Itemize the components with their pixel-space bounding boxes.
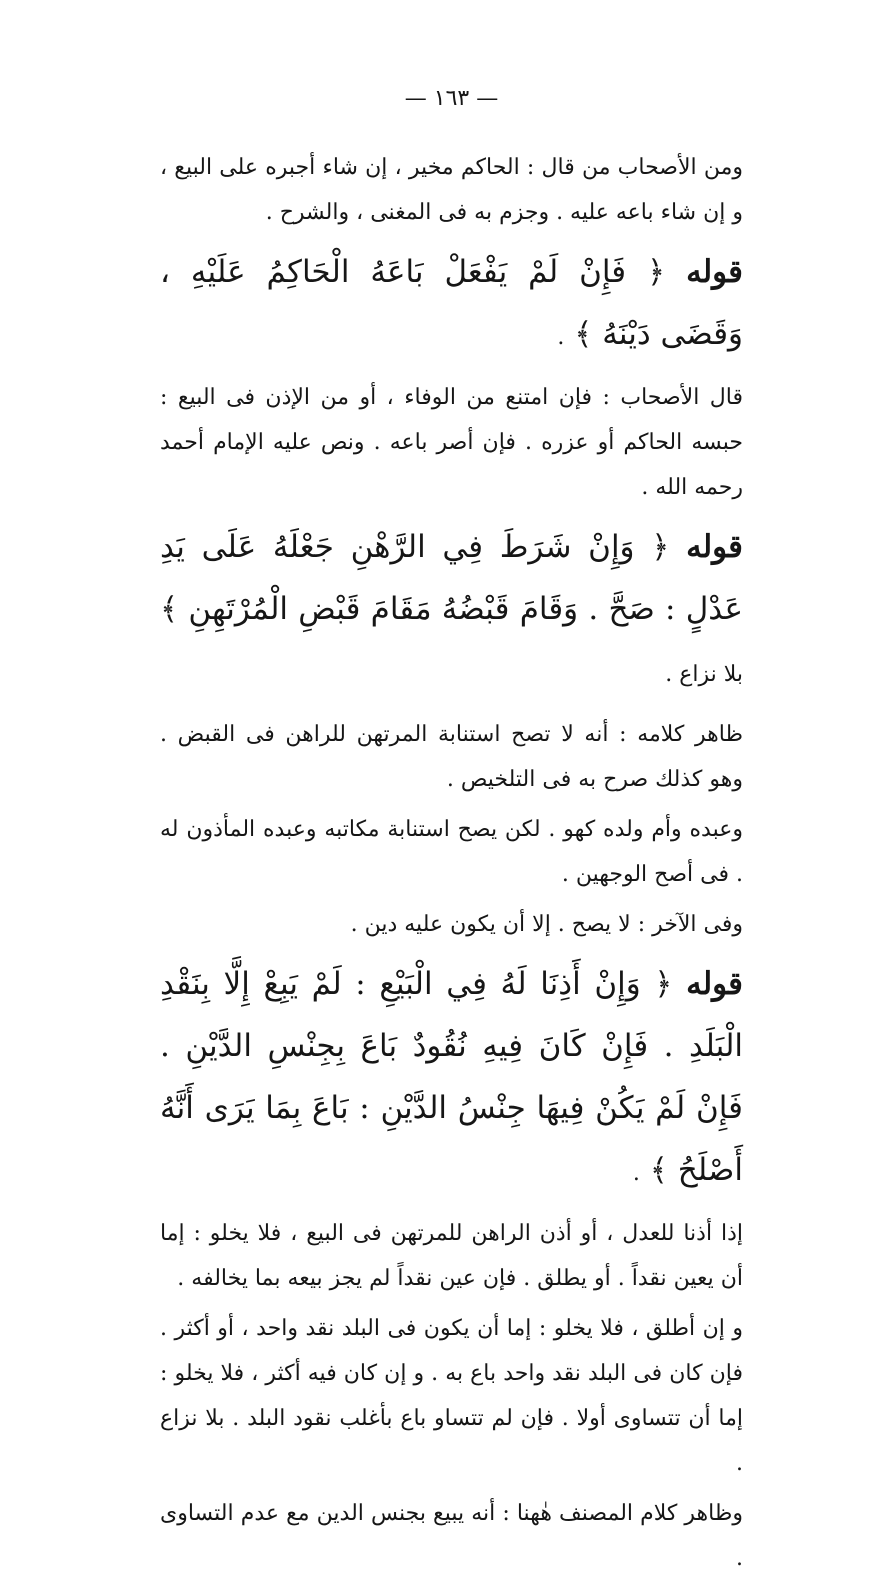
quote-text: ﴿ فَإِنْ لَمْ يَفْعَلْ بَاعَهُ الْحَاكِمُ عَلَيْهِ ، وَقَضَى دَيْنَهُ ﴾ [160,254,743,352]
quoted-text-3 [160,953,743,1205]
paragraph-1: ومن الأصحاب من قال : الحاكم مخير ، إن شاء أجبره على البيع ، و إن شاء باعه عليه . وجزم به فى المغنى ، والشرح . [160,155,743,225]
quote-keyword: قوله [686,966,743,1002]
quote-keyword: قوله [686,529,743,565]
quote-tail: بلا نزاع . [665,662,743,687]
paragraph-3: ظاهر كلامه : أنه لا تصح استنابة المرتهن للراهن فى القبض . وهو كذلك صرح به فى التلخيص . [160,722,743,792]
quote-text: ﴿ وَإِنْ أَذِنَا لَهُ فِي الْبَيْعِ : لَمْ يَبِعْ إِلَّا بِنَقْدِ الْبَلَدِ . فَإِنْ كَانَ فِيهِ نُقُودٌ بَاعَ بِجِنْسِ الدَّيْنِ . فَإِنْ لَمْ يَكُنْ فِيهَا جِنْسُ الدَّيْنِ : بَاعَ بِمَا يَرَى أَنَّهُ أَصْلَحُ ﴾ [160,966,743,1188]
quote-text: ﴿ وَإِنْ شَرَطَ فِي الرَّهْنِ جَعْلَهُ عَلَى يَدِ عَدْلٍ : صَحَّ . وَقَامَ قَبْضُهُ مَقَامَ قَبْضِ الْمُرْتَهِنِ ﴾ [160,529,743,627]
paragraph-7: و إن أطلق ، فلا يخلو : إما أن يكون فى البلد نقد واحد ، أو أكثر . فإن كان فى البلد نقد واحد باع به . و إن كان فيه أكثر ، فلا يخلو : إما أن تتساوى أولا . فإن لم تتساو باع بأغلب نقود البلد . بلا نزاع . [160,1316,743,1476]
quote-tail: . [557,325,565,350]
quoted-text-1 [160,241,743,369]
paragraph-4: وعبده وأم ولده كهو . لكن يصح استنابة مكاتبه وعبده المأذون له . فى أصح الوجهين . [160,817,743,887]
quoted-text-2 [160,516,743,706]
paragraph-5: وفى الآخر : لا يصح . إلا أن يكون عليه دين . [350,912,743,937]
quote-keyword: قوله [686,254,743,290]
paragraph-2: قال الأصحاب : فإن امتنع من الوفاء ، أو من الإذن فى البيع : حبسه الحاكم أو عزره . فإن أصر باعه . ونص عليه الإمام أحمد رحمه الله . [160,385,743,500]
quote-tail: . [632,1161,640,1186]
paragraph-6: إذا أذنا للعدل ، أو أذن الراهن للمرتهن فى البيع ، فلا يخلو : إما أن يعين نقداً . أو يطلق . فإن عين نقداً لم يجز بيعه بما يخالفه . [160,1221,743,1291]
paragraph-8: وظاهر كلام المصنف هٰهنا : أنه يبيع بجنس الدين مع عدم التساوى . [160,1501,743,1571]
page-number: — ١٦٣ — [404,86,499,111]
